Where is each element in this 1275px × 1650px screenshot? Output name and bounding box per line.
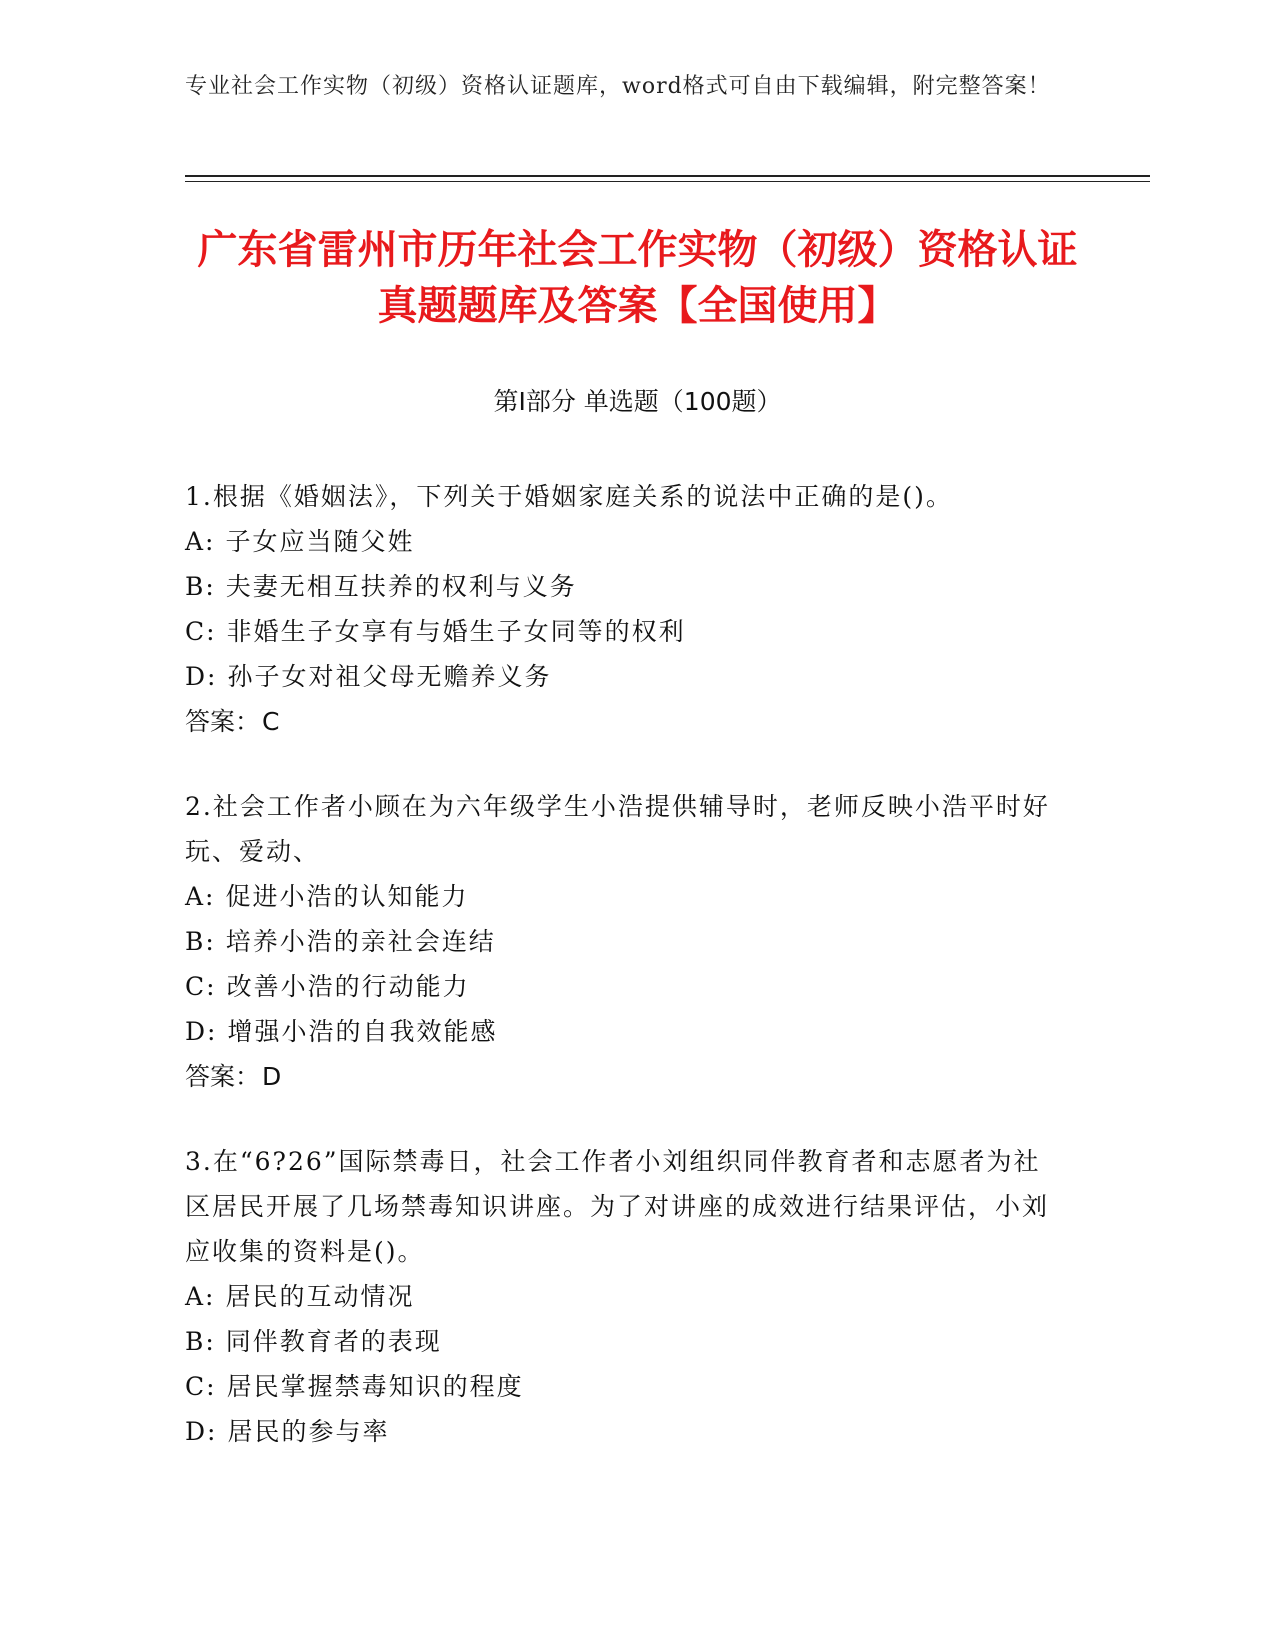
header-note: 专业社会工作实物（初级）资格认证题库，word格式可自由下载编辑，附完整答案！ <box>185 74 1051 99</box>
option-b <box>185 564 1065 609</box>
option-b <box>185 919 1065 964</box>
question-list <box>185 474 1065 1494</box>
question-stem: 1.根据《婚姻法》，下列关于婚姻家庭关系的说法中正确的是()。 <box>185 482 953 511</box>
option-letter: A: <box>185 1282 216 1311</box>
answer-line <box>185 699 1065 744</box>
option-text: 居民的参与率 <box>227 1417 390 1446</box>
option-c <box>185 964 1065 1009</box>
question-2 <box>185 784 1065 1099</box>
question-stem: 2.社会工作者小顾在为六年级学生小浩提供辅导时，老师反映小浩平时好玩、爱动、 <box>185 792 1050 866</box>
option-text: 居民掌握禁毒知识的程度 <box>226 1372 524 1401</box>
question-stem: 3.在“6?26”国际禁毒日，社会工作者小刘组织同伴教育者和志愿者为社区居民开展了几场禁毒知识讲座。为了对讲座的成效进行结果评估，小刘应收集的资料是()。 <box>185 1147 1050 1266</box>
option-a <box>185 519 1065 564</box>
option-letter: C: <box>185 1372 217 1401</box>
option-letter: B: <box>185 1327 216 1356</box>
option-letter: B: <box>185 572 216 601</box>
option-letter: C: <box>185 972 217 1001</box>
option-letter: C: <box>185 617 217 646</box>
option-d <box>185 1409 1065 1454</box>
option-c <box>185 609 1065 654</box>
option-letter: A: <box>185 882 216 911</box>
option-c <box>185 1364 1065 1409</box>
question-3 <box>185 1139 1065 1454</box>
option-letter: D: <box>185 1017 218 1046</box>
header-rule-thin <box>185 181 1150 182</box>
option-text: 增强小浩的自我效能感 <box>227 1017 498 1046</box>
option-text: 促进小浩的认知能力 <box>225 882 469 911</box>
option-text: 培养小浩的亲社会连结 <box>225 927 496 956</box>
answer-label: 答案： <box>185 1062 261 1091</box>
option-letter: A: <box>185 527 216 556</box>
answer-value: C <box>262 707 280 736</box>
option-letter: B: <box>185 927 216 956</box>
header-rule-thick <box>185 175 1150 177</box>
option-b <box>185 1319 1065 1364</box>
option-a <box>185 874 1065 919</box>
option-text: 同伴教育者的表现 <box>225 1327 442 1356</box>
option-d <box>185 654 1065 699</box>
option-text: 非婚生子女享有与婚生子女同等的权利 <box>226 617 686 646</box>
answer-value: D <box>262 1062 282 1091</box>
question-1 <box>185 474 1065 744</box>
option-text: 孙子女对祖父母无赡养义务 <box>227 662 552 691</box>
document-title: 广东省雷州市历年社会工作实物（初级）资格认证真题题库及答案【全国使用】 <box>197 227 1078 329</box>
option-text: 改善小浩的行动能力 <box>226 972 470 1001</box>
option-text: 夫妻无相互扶养的权利与义务 <box>225 572 577 601</box>
option-d <box>185 1009 1065 1054</box>
option-a <box>185 1274 1065 1319</box>
option-letter: D: <box>185 662 218 691</box>
option-text: 子女应当随父姓 <box>225 527 415 556</box>
answer-line <box>185 1054 1065 1099</box>
option-letter: D: <box>185 1417 218 1446</box>
section-title: 第Ⅰ部分 单选题（100题） <box>493 387 782 416</box>
option-text: 居民的互动情况 <box>225 1282 415 1311</box>
answer-label: 答案： <box>185 707 261 736</box>
